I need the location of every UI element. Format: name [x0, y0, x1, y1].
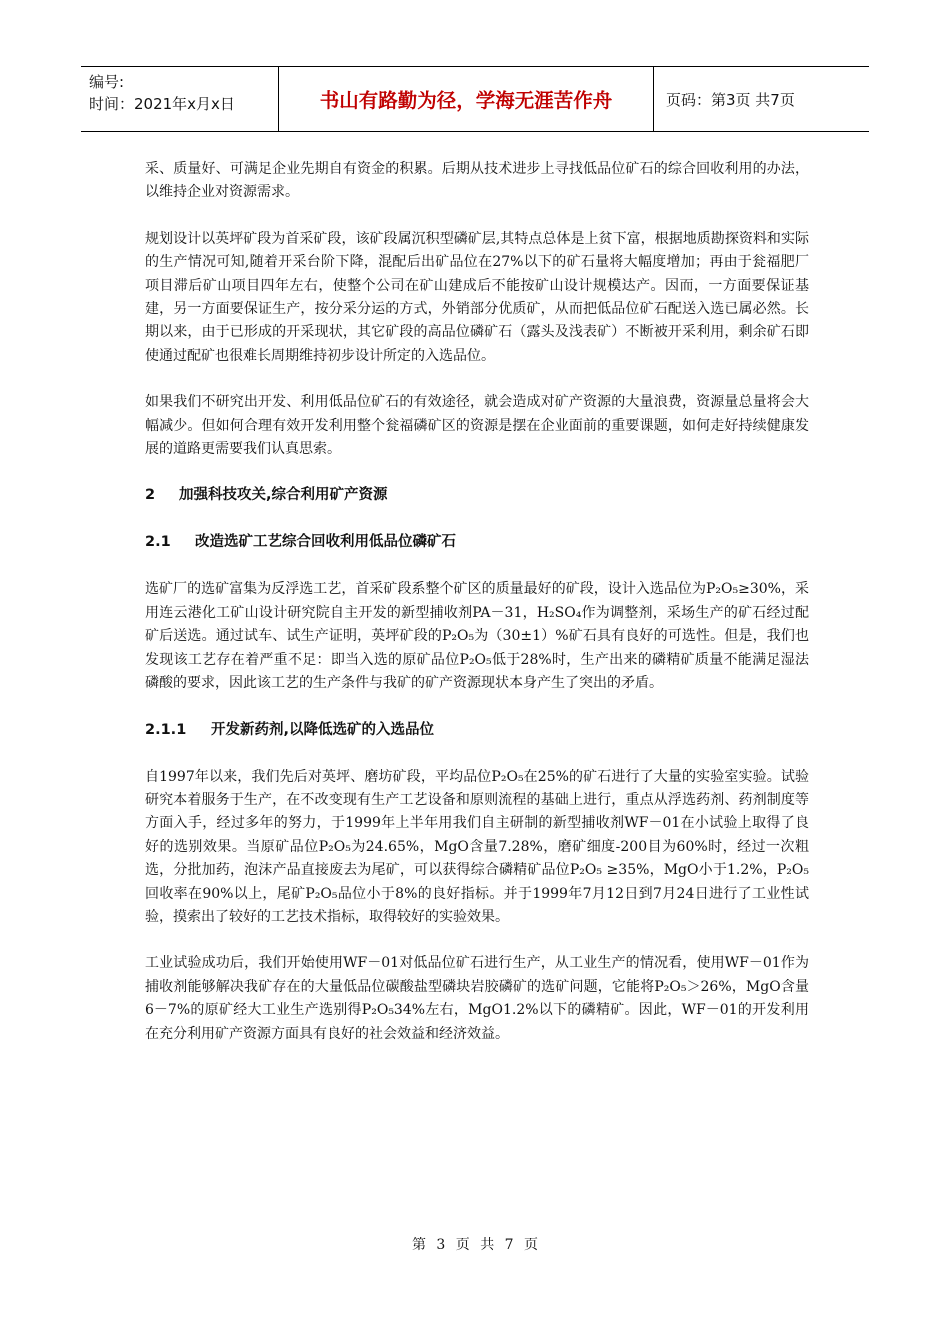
paragraph-2: 规划设计以英坪矿段为首采矿段，该矿段属沉积型磷矿层,其特点总体是上贫下富，根据地质勘探资料和实际的生产情况可知,随着开采台阶下降，混配后出矿品位在27%以下的矿石量将大幅度增加；再由于瓮福肥厂项目滞后矿山项目四年左右，使整个公司在矿山建成后不能按矿山设计规模达产。因而，一方面要保证基建，另一方面要保证生产，按分采分运的方式，外销部分优质矿，从而把低品位矿石配送入选已属必然。长期以来，由于已形成的开采现状，其它矿段的高品位磷矿石（露头及浅表矿）不断被开采利用，剩余矿石即使通过配矿也很难长周期维持初步设计所定的入选品位。 [145, 230, 809, 364]
page-footer: 第 3 页 共 7 页 [411, 1237, 539, 1253]
section-heading-2-1 [145, 531, 809, 553]
header-motto: 书山有路勤为径，学海无涯苦作舟 [279, 67, 654, 131]
section-number: 2 [145, 487, 156, 504]
paragraph-4: 选矿厂的选矿富集为反浮选工艺，首采矿段系整个矿区的质量最好的矿段，设计入选品位为P₂O₅≥30%，采用连云港化工矿山设计研究院自主开发的新型捕收剂PA－31，H₂SO₄作为调整剂，采场生产的矿石经过配矿后送选。通过试车、试生产证明，英坪矿段的P₂O₅为（30±1）%矿石具有良好的可选性。但是，我们也发现该工艺存在着严重不足：即当入选的原矿品位P₂O₅低于28%时，生产出来的磷精矿质量不能满足湿法磷酸的要求，因此该工艺的生产条件与我矿的矿产资源现状本身产生了突出的矛盾。 [145, 581, 809, 692]
paragraph-5: 自1997年以来，我们先后对英坪、磨坊矿段，平均品位P₂O₅在25%的矿石进行了大量的实验室实验。试验研究本着服务于生产，在不改变现有生产工艺设备和原则流程的基础上进行，重点从浮选药剂、药剂制度等方面入手，经过多年的努力，于1999年上半年用我们自主研制的新型捕收剂WF－01在小试验上取得了良好的选别效果。当原矿品位P₂O₅为24.65%，MgO含量7.28%，磨矿细度-200目为60%时，经过一次粗选，分批加药，泡沫产品直接废去为尾矿，可以获得综合磷精矿品位P₂O₅ ≥35%，MgO小于1.2%，P₂O₅回收率在90%以上，尾矿P₂O₅品位小于8%的良好指标。并于1999年7月12日到7月24日进行了工业性试验，摸索出了较好的工艺技术指标，取得较好的实验效果。 [145, 768, 809, 925]
section-heading-2 [145, 484, 809, 506]
doc-time-label: 时间：2021年x月x日 [89, 95, 235, 113]
doc-number-label: 编号: [89, 73, 125, 91]
header-meta [81, 67, 279, 131]
paragraph-6: 工业试验成功后，我们开始使用WF－01对低品位矿石进行生产，从工业生产的情况看，使用WF－01作为捕收剂能够解决我矿存在的大量低品位碳酸盐型磷块岩胶磷矿的选矿问题，它能将P₂O₅＞26%，MgO含量6－7%的原矿经大工业生产选别得P₂O₅34%左右，MgO1.2%以下的磷精矿。因此，WF－01的开发利用在充分利用矿产资源方面具有良好的社会效益和经济效益。 [145, 955, 809, 1042]
section-number: 2.1.1 [145, 721, 187, 738]
document-body [145, 158, 809, 1069]
section-title: 加强科技攻关,综合利用矿产资源 [179, 487, 388, 504]
paragraph-1: 采、质量好、可满足企业先期自有资金的积累。后期从技术进步上寻找低品位矿石的综合回收利用的办法，以维持企业对资源需求。 [145, 161, 809, 201]
section-number: 2.1 [145, 534, 171, 551]
section-heading-2-1-1 [145, 719, 809, 741]
section-title: 改造选矿工艺综合回收利用低品位磷矿石 [195, 534, 456, 551]
paragraph-3: 如果我们不研究出开发、利用低品位矿石的有效途径，就会造成对矿产资源的大量浪费，资源量总量将会大幅减少。但如何合理有效开发利用整个瓮福磷矿区的资源是摆在企业面前的重要课题，如何走好持续健康发展的道路更需要我们认真思索。 [145, 394, 809, 458]
section-title: 开发新药剂,以降低选矿的入选品位 [211, 721, 435, 738]
header-page-label: 页码：第3页 共7页 [666, 90, 795, 109]
page-header [81, 66, 869, 132]
